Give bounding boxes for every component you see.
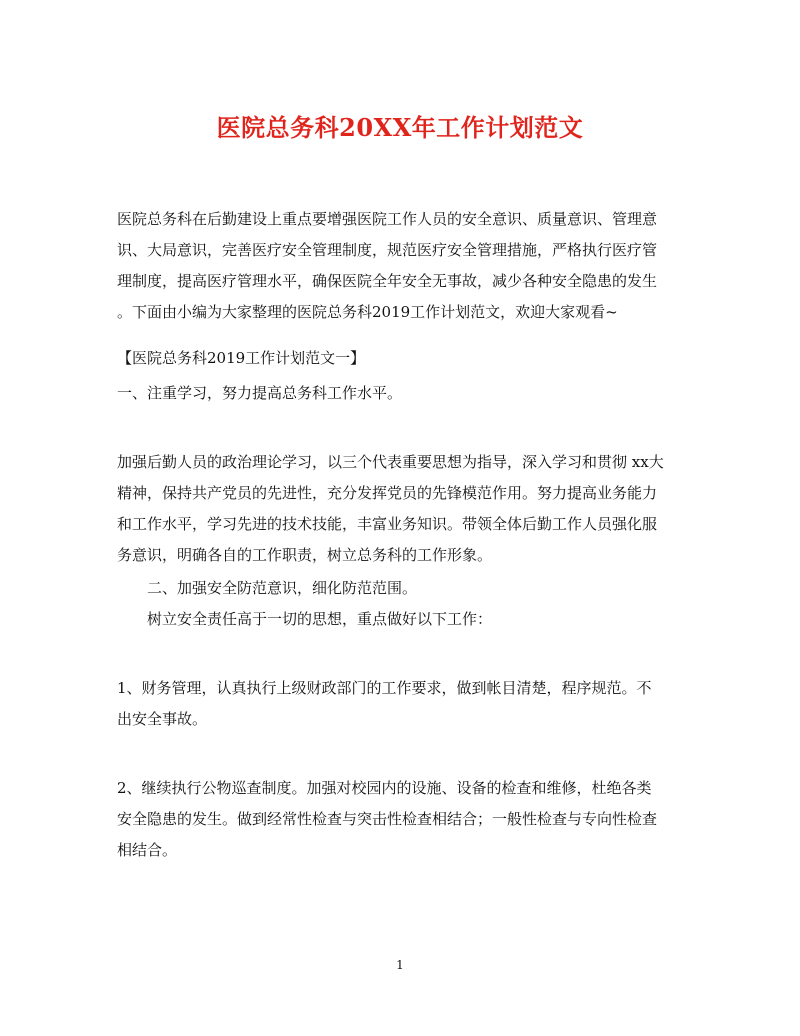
paragraph-line: 1、财务管理，认真执行上级财政部门的工作要求，做到帐目清楚，程序规范。不 xyxy=(117,679,652,697)
intro-line: 识、大局意识，完善医疗安全管理制度，规范医疗安全管理措施，严格执行医疗管 xyxy=(117,241,658,259)
section-title: 【医院总务科2019工作计划范文一】 xyxy=(117,349,366,367)
paragraph-line: 出安全事故。 xyxy=(117,710,208,728)
paragraph-line: 加强后勤人员的政治理论学习，以三个代表重要思想为指导，深入学习和贯彻 xx大 xyxy=(117,453,664,471)
item-two-heading: 二、加强安全防范意识，细化防范范围。 xyxy=(147,579,418,597)
paragraph-line: 和工作水平，学习先进的技术技能，丰富业务知识。带领全体后勤工作人员强化服 xyxy=(117,515,658,533)
paragraph-line: 2、继续执行公物巡查制度。加强对校园内的设施、设备的检查和维修，杜绝各类 xyxy=(117,779,652,797)
point-one-paragraph xyxy=(117,673,687,735)
point-two-paragraph xyxy=(117,773,687,866)
item-one-paragraph xyxy=(117,447,687,571)
item-one-heading: 一、注重学习，努力提高总务科工作水平。 xyxy=(117,384,403,402)
paragraph-line: 相结合。 xyxy=(117,841,178,859)
intro-line: 。下面由小编为大家整理的医院总务科2019工作计划范文，欢迎大家观看~ xyxy=(117,303,618,321)
paragraph-line: 务意识，明确各自的工作职责，树立总务科的工作形象。 xyxy=(117,546,493,564)
item-two-subheading: 树立安全责任高于一切的思想，重点做好以下工作： xyxy=(147,610,493,628)
paragraph-line: 安全隐患的发生。做到经常性检查与突击性检查相结合；一般性检查与专向性检查 xyxy=(117,810,658,828)
intro-line: 理制度，提高医疗管理水平，确保医院全年安全无事故，减少各种安全隐患的发生 xyxy=(117,272,658,290)
page-number: 1 xyxy=(396,958,404,972)
intro-paragraph xyxy=(117,204,687,328)
intro-line: 医院总务科在后勤建设上重点要增强医院工作人员的安全意识、质量意识、管理意 xyxy=(117,210,658,228)
document-title: 医院总务科20XX年工作计划范文 xyxy=(216,113,584,142)
paragraph-line: 精神，保持共产党员的先进性，充分发挥党员的先锋模范作用。努力提高业务能力 xyxy=(117,484,658,502)
